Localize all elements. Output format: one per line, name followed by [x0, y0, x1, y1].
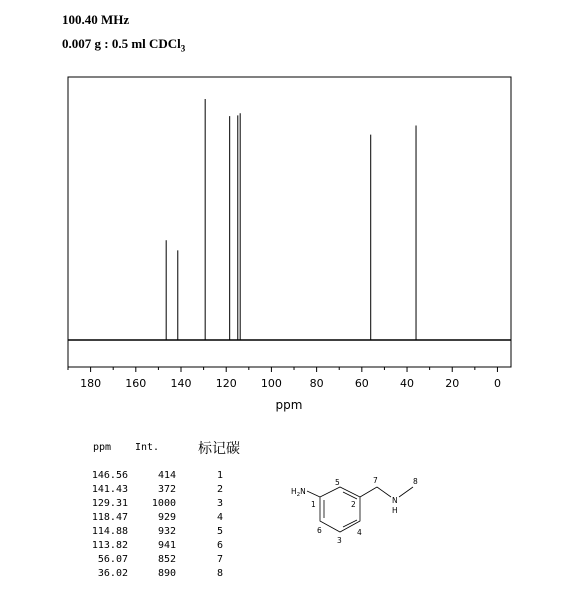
x-tick-label: 0 [493, 377, 501, 390]
cell-ppm: 36.02 [97, 568, 128, 579]
cell-ppm: 113.82 [91, 540, 128, 551]
ring-bonds [320, 487, 360, 532]
table-header-int: Int. [135, 442, 160, 453]
atom-3: 3 [337, 536, 342, 545]
peaks [166, 99, 416, 340]
cell-int: 1000 [151, 498, 176, 509]
molecule-structure [285, 475, 435, 555]
cell-ppm: 129.31 [91, 498, 128, 509]
x-tick-label: 160 [125, 377, 147, 390]
cell-ppm: 114.88 [91, 526, 128, 537]
cell-carbon: 5 [216, 526, 224, 537]
cell-ppm: 56.07 [97, 554, 128, 565]
x-tick-label: 60 [354, 377, 369, 390]
cell-carbon: 3 [216, 498, 224, 509]
cell-int: 941 [157, 540, 176, 551]
atom-4: 4 [357, 528, 362, 537]
cell-ppm: 118.47 [91, 512, 128, 523]
x-tick-label: 120 [215, 377, 237, 390]
atom-2: 2 [351, 500, 356, 509]
cell-int: 414 [157, 470, 176, 481]
x-axis-label: ppm [275, 398, 303, 412]
x-tick-label: 180 [80, 377, 102, 390]
cell-carbon: 6 [216, 540, 224, 551]
cell-carbon: 1 [216, 470, 224, 481]
frequency-label: 100.40 MHz [62, 12, 130, 27]
atom-1: 1 [311, 500, 316, 509]
x-tick-label: 140 [170, 377, 192, 390]
cell-ppm: 141.43 [91, 484, 128, 495]
cell-int: 932 [157, 526, 176, 537]
x-axis-ticks [68, 367, 501, 390]
nh-h-label: H [392, 506, 398, 515]
cell-int: 890 [157, 568, 176, 579]
atom-6: 6 [317, 526, 322, 535]
nh2-bond [307, 491, 320, 497]
cell-int: 929 [157, 512, 176, 523]
atom-7: 7 [373, 476, 378, 485]
cell-ppm: 146.56 [91, 470, 128, 481]
table-header-ppm: ppm [93, 442, 112, 453]
x-tick-label: 100 [260, 377, 282, 390]
sample-text: 0.007 g : 0.5 ml CDCl [62, 36, 181, 51]
x-tick-label: 80 [309, 377, 324, 390]
nh2-label: $H_2N$ [291, 487, 306, 498]
atom-5: 5 [335, 478, 340, 487]
cell-carbon: 4 [216, 512, 224, 523]
ch2-bond [360, 487, 377, 497]
ring-double-1 [343, 492, 357, 499]
cell-int: 852 [157, 554, 176, 565]
atom-8: 8 [413, 477, 418, 486]
cell-carbon: 8 [216, 568, 224, 579]
x-tick-label: 40 [400, 377, 415, 390]
cell-int: 372 [157, 484, 176, 495]
ch3-bond [399, 487, 413, 497]
plot-frame [68, 77, 511, 367]
nh-n-label: N [392, 496, 398, 505]
sample-subscript: 3 [180, 43, 186, 54]
x-tick-label: 20 [445, 377, 460, 390]
cell-carbon: 7 [216, 554, 224, 565]
n-bond [377, 487, 391, 497]
table-header-carbon: 标记碳 [198, 441, 240, 457]
cell-carbon: 2 [216, 484, 224, 495]
